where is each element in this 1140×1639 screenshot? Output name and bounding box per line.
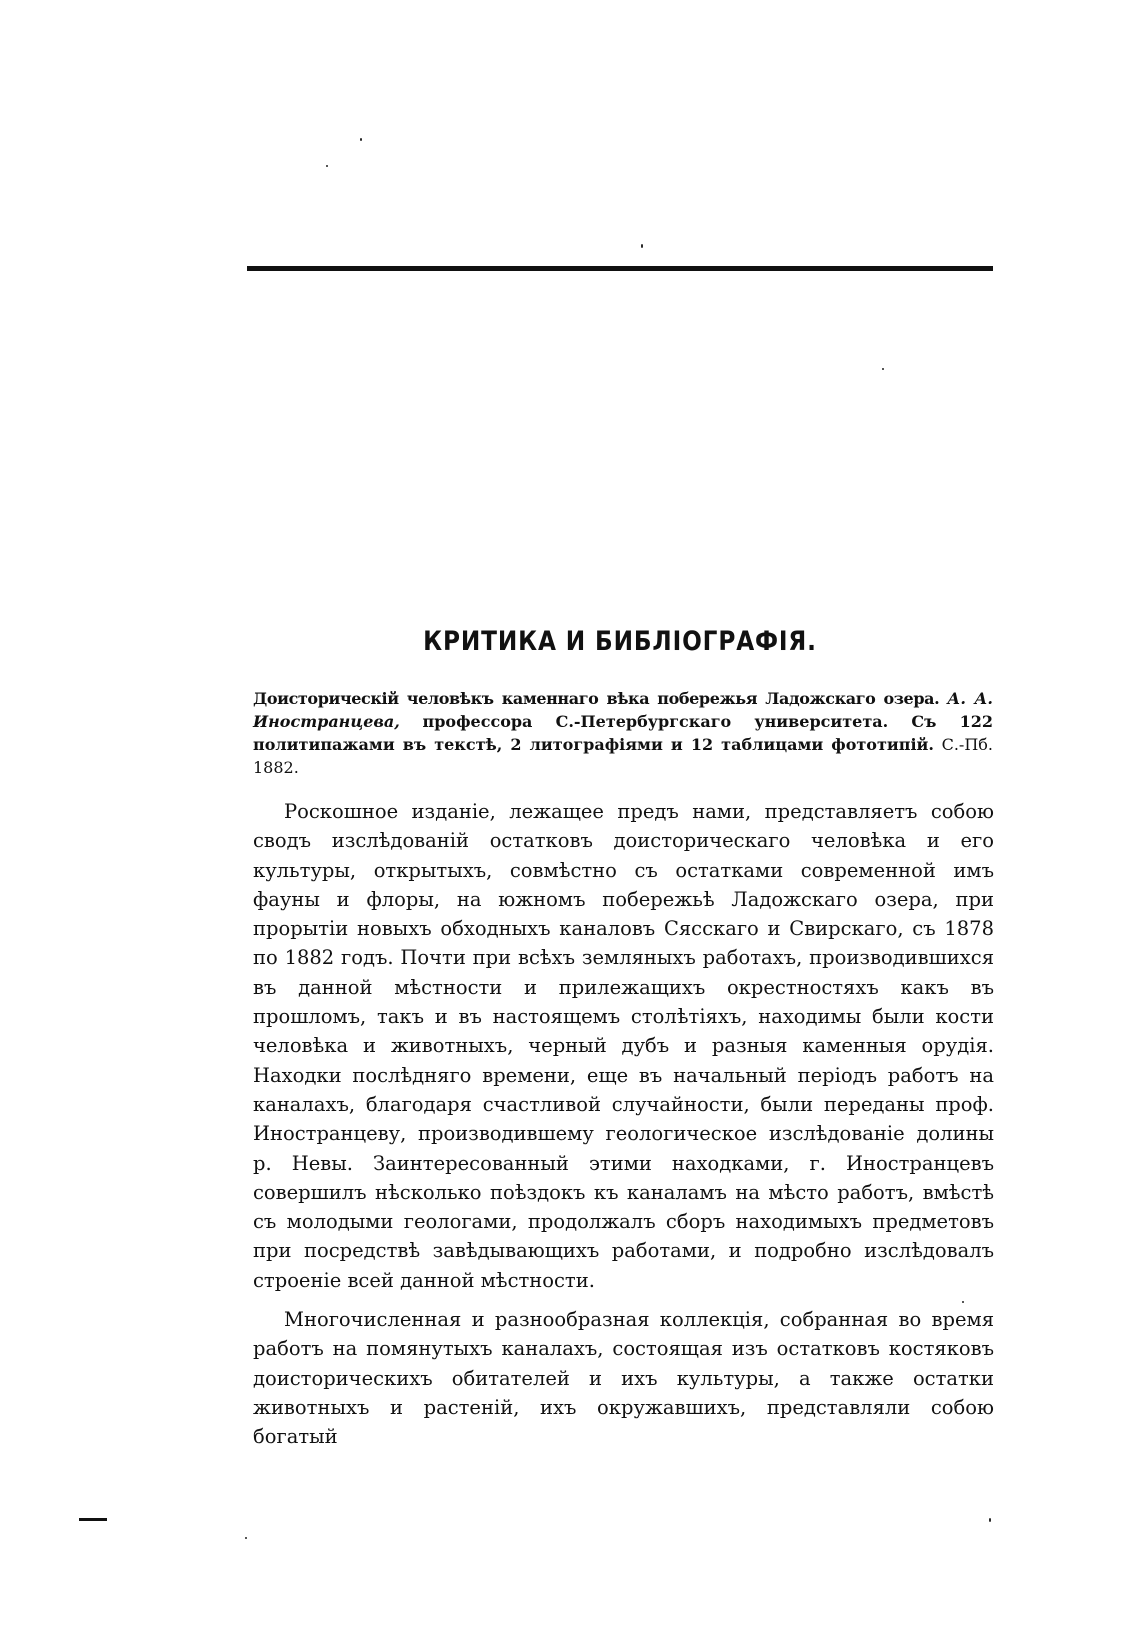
- citation-place-year: С.-Пб. 1882.: [253, 735, 993, 777]
- section-heading: КРИТИКА И БИБЛIОГРАФIЯ.: [423, 626, 817, 657]
- review-body: [253, 797, 994, 1462]
- paragraph: Роскошное изданiе, лежащее предъ нами, представляетъ собою сводъ изслѣдованiй остатковъ доисторическаго человѣка и его культуры, открытыхъ, совмѣстно съ остатками современной имъ фауны и флоры, на южномъ побережьѣ Ладожскаго озера, при прорытiи новыхъ обходныхъ каналовъ Сясскаго и Свирскаго, съ 1878 по 1882 годъ. Почти при всѣхъ земляныхъ работахъ, производившихся въ данной мѣстности и прилежащихъ окрестностяхъ какъ въ прошломъ, такъ и въ настоящемъ столѣтiяхъ, находимы были кости человѣка и животныхъ, черный дубъ и разныя каменныя орудiя. Находки послѣдняго времени, еще въ начальный перiодъ работъ на каналахъ, благодаря счастливой случайности, были переданы проф. Иностранцеву, производившему геологическое изслѣдованiе долины р. Невы. Заинтересованный этими находками, г. Иностранцевъ совершилъ нѣсколько поѣздокъ къ каналамъ на мѣсто работъ, вмѣстѣ съ молодыми геологами, продолжалъ сборъ находимыхъ предметовъ при посредствѣ завѣдывающихъ работами, и подробно изслѣдовалъ строенiе всей данной мѣстности.: [253, 800, 994, 1292]
- book-citation: [253, 687, 993, 779]
- paragraph: Многочисленная и разнообразная коллекцiя, собранная во время работъ на помянутыхъ каналахъ, состоящая изъ остатковъ костяковъ доисторическихъ обитателей и ихъ культуры, а также остатки животныхъ и растенiй, ихъ окружавшихъ, представляли собою богатый: [253, 1308, 994, 1449]
- ink-speck: [989, 1518, 991, 1522]
- citation-author: А. А. Иностранцева,: [253, 689, 994, 731]
- ink-speck: [641, 244, 643, 248]
- header-rule: [247, 266, 993, 271]
- citation-title: Доисторическiй человѣкъ каменнаго вѣка побережья Ладожскаго озера.: [253, 689, 940, 708]
- ink-speck: [360, 138, 362, 141]
- ink-speck: [245, 1537, 247, 1539]
- ink-speck: [326, 165, 328, 167]
- margin-mark: [79, 1518, 107, 1521]
- ink-speck: [882, 368, 884, 370]
- citation-description: профессора С.-Петербургскаго университета. Съ 122 политипажами въ текстѣ, 2 литографiями и 12 таблицами фототипiй.: [253, 712, 993, 754]
